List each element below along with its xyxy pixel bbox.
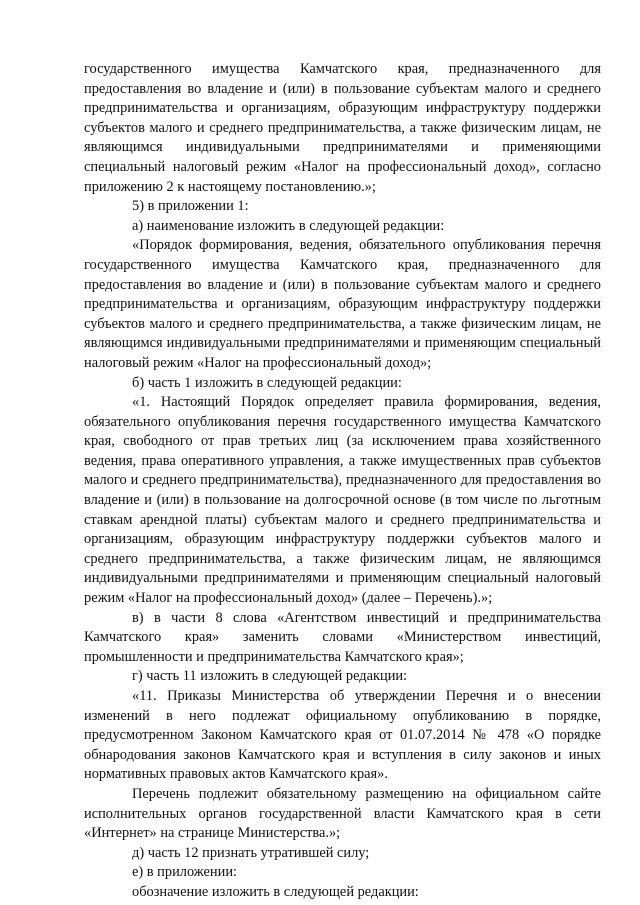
paragraph-subitem-d: д) часть 12 признать утратившей силу; xyxy=(132,844,370,861)
paragraph-subitem-b: б) часть 1 изложить в следующей редакции: xyxy=(132,374,402,391)
paragraph-part-11-text: «11. Приказы Министерства об утверждении Перечня и о внесении изменений в него подлежат официальному опубликованию в порядке, предусмотренном Законом Камчатского края от 01.07.2014 № 478 «О порядке обнародования законов Камчатского края и вступления в силу законов и иных нормативных правовых актов Камчатского края». xyxy=(84,688,601,783)
paragraph-subitem-g: г) часть 11 изложить в следующей редакции: xyxy=(132,668,408,685)
document-page xyxy=(84,60,601,903)
paragraph-continuation: государственного имущества Камчатского края, предназначенного для предоставления во владение и (или) в пользование субъектам малого и среднего предпринимательства и организациям, образующим инфраструктуру поддержки субъектов малого и среднего предпринимательства, а также физическим лицам, не являющимся индивидуальными предпринимателями и применяющими специальный налоговый режим «Налог на профессиональный доход», согласно приложению 2 к настоящему постановлению.»; xyxy=(84,61,601,195)
paragraph-list-publication: Перечень подлежит обязательному размещению на официальном сайте исполнительных органов государственной власти Камчатского края в сети «Интернет» на странице Министерства.»; xyxy=(84,785,601,842)
paragraph-subitem-e: е) в приложении: xyxy=(132,864,238,881)
paragraph-item-5: 5) в приложении 1: xyxy=(132,198,249,215)
paragraph-subitem-a: а) наименование изложить в следующей редакции: xyxy=(132,217,445,234)
paragraph-part-1-text: «1. Настоящий Порядок определяет правила формирования, ведения, обязательного опубликования перечня государственного имущества Камчатского края, свободного от прав третьих лиц (за исключением права хозяйственного ведения, права оперативного управления, а также имущественных прав субъектов малого и среднего предпринимательства), предназначенного для предоставления во владение и (или) в пользование на долгосрочной основе (в том числе по льготным ставкам арендной платы) субъектам малого и среднего предпринимательства и организациям, образующим инфраструктуру поддержки субъектов малого и среднего предпринимательства, а также физическим лицам, не являющимся индивидуальными предпринимателями и применяющим специальный налоговый режим «Налог на профессиональный доход» (далее – Перечень).»; xyxy=(84,394,601,607)
paragraph-new-title: «Порядок формирования, ведения, обязательного опубликования перечня государственного имущества Камчатского края, предназначенного для предоставления во владение и (или) в пользование субъектам малого и среднего предпринимательства и организациям, образующим инфраструктуру поддержки субъектов малого и среднего предпринимательства, а также физическим лицам, не являющимся индивидуальными предпринимателями и применяющим специальный налоговый режим «Налог на профессиональный доход»; xyxy=(84,237,601,371)
paragraph-designation: обозначение изложить в следующей редакции: xyxy=(132,883,419,900)
paragraph-subitem-v: в) в части 8 слова «Агентством инвестиций и предпринимательства Камчатского края» заменить словами «Министерством инвестиций, промышленности и предпринимательства Камчатского края»; xyxy=(84,609,601,665)
